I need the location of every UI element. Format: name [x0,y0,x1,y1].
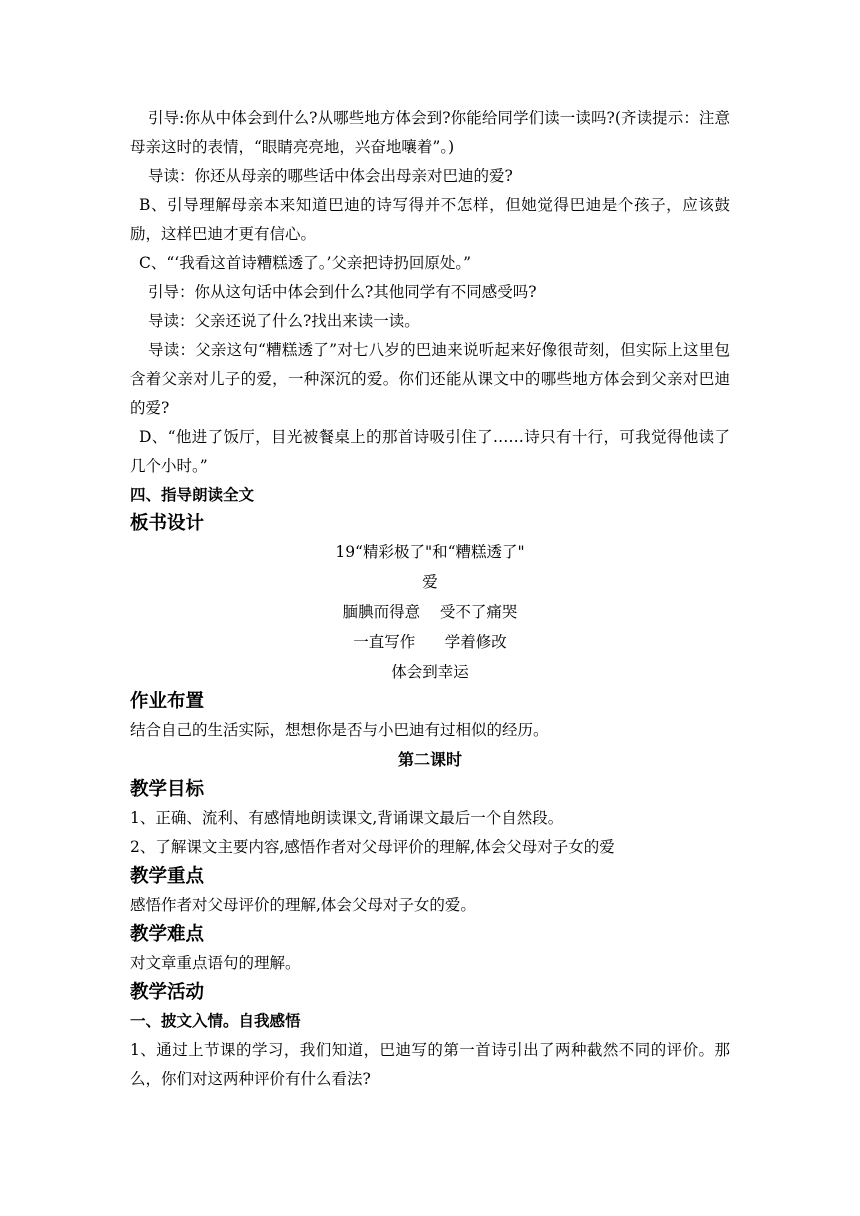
paragraph-reading-1: 导读：你还从母亲的哪些话中体会出母亲对巴迪的爱? [148,167,513,185]
activity-subheading: 一、披文入情。自我感悟 [130,1012,301,1030]
board-design-heading: 板书设计 [130,513,205,534]
paragraph-guide-2: 引导：你从这句话中体会到什么?其他同学有不同感受吗? [148,283,537,301]
paragraph-guide-1: 引导:你从中体会到什么?从哪些地方体会到?你能给同学们读一读吗?(齐读提示：注意母亲这时的表情，“眼睛亮亮地，兴奋地嚷着”。) [130,109,730,156]
homework-heading: 作业布置 [130,691,205,712]
board-row-1: 腼腆而得意 受不了痛哭 [342,603,518,621]
difficulty-heading: 教学难点 [130,924,205,945]
activity-text: 1、通过上节课的学习，我们知道，巴迪写的第一首诗引出了两种截然不同的评价。那么，你们对这两种评价有什么看法? [130,1041,730,1088]
lesson-two-title: 第二课时 [397,750,462,769]
board-center-word: 爱 [422,573,438,591]
board-design [130,537,730,687]
board-title: 19“精彩极了"和“糟糕透了" [335,543,525,561]
paragraph-reading-2: 导读：父亲还说了什么?找出来读一读。 [148,312,420,330]
paragraph-b: B、引导理解母亲本来知道巴迪的诗写得并不怎样，但她觉得巴迪是个孩子，应该鼓励，这样巴迪才更有信心。 [130,196,730,243]
difficulty-text: 对文章重点语句的理解。 [130,954,301,972]
paragraph-c: C、“‘我看这首诗糟糕透了。’父亲把诗扔回原处。” [139,254,472,272]
activity-heading: 教学活动 [130,982,205,1003]
board-row-3: 体会到幸运 [391,663,469,681]
document-body [130,104,730,1094]
goals-heading: 教学目标 [130,779,205,800]
goal-2: 2、了解课文主要内容,感悟作者对父母评价的理解,体会父母对子女的爱 [130,838,615,856]
goal-1: 1、正确、流利、有感情地朗读课文,背诵课文最后一个自然段。 [130,809,564,827]
board-row-2: 一直写作 学着修改 [353,633,507,651]
homework-text: 结合自己的生活实际，想想你是否与小巴迪有过相似的经历。 [130,721,549,739]
key-points-text: 感悟作者对父母评价的理解,体会父母对子女的爱。 [130,896,476,914]
section-four-heading: 四、指导朗读全文 [130,486,255,504]
key-points-heading: 教学重点 [130,866,205,887]
paragraph-d: D、“他进了饭厅，目光被餐桌上的那首诗吸引住了……诗只有十行，可我觉得他读了几个小时。” [130,428,730,475]
paragraph-reading-3: 导读：父亲这句“糟糕透了”对七八岁的巴迪来说听起来好像很苛刻，但实际上这里包含着父亲对儿子的爱，一种深沉的爱。你们还能从课文中的哪些地方体会到父亲对巴迪的爱? [130,341,730,417]
